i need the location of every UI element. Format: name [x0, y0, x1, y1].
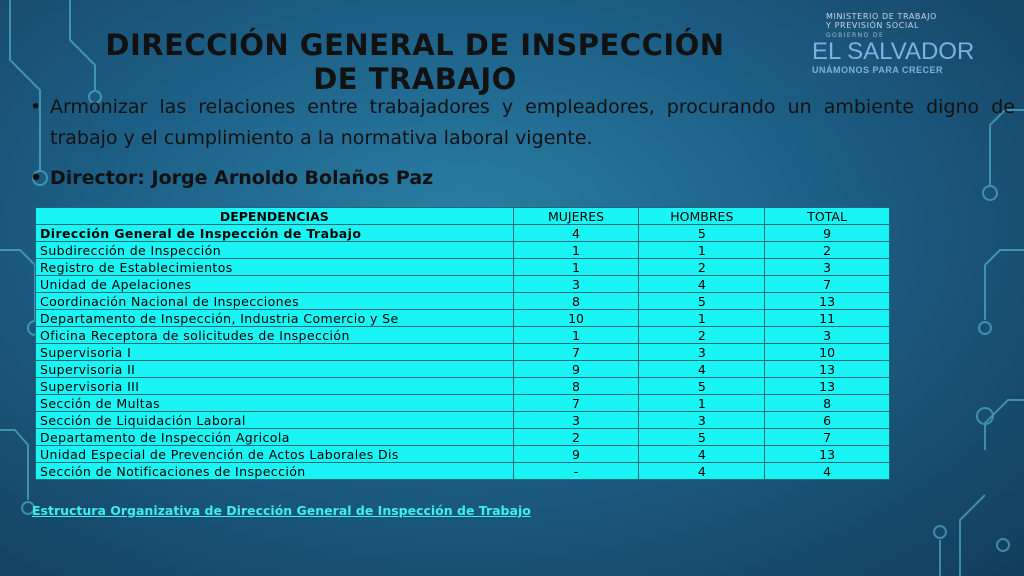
cell-mujeres: -	[513, 463, 639, 480]
cell-dependencia: Unidad Especial de Prevención de Actos Laborales Dis	[36, 446, 514, 463]
dependencies-table	[35, 207, 890, 480]
cell-total: 8	[765, 395, 890, 412]
table-row	[36, 259, 890, 276]
mission-text: Armonizar las relaciones entre trabajadores y empleadores, procurando un ambiente digno de trabajo y el cumplimiento a la normativa laboral vigente.	[50, 96, 1015, 149]
bullet-dot: •	[30, 167, 43, 189]
cell-total: 13	[765, 293, 890, 310]
cell-hombres: 5	[639, 429, 765, 446]
cell-hombres: 1	[639, 310, 765, 327]
cell-mujeres: 7	[513, 344, 639, 361]
table-row	[36, 412, 890, 429]
table-row	[36, 344, 890, 361]
cell-mujeres: 1	[513, 259, 639, 276]
cell-dependencia: Supervisoria III	[36, 378, 514, 395]
logo-ministry-line2: Y PREVISIÓN SOCIAL	[826, 21, 920, 30]
cell-mujeres: 1	[513, 242, 639, 259]
logo-gobierno: GOBIERNO DE	[826, 32, 885, 39]
cell-total: 3	[765, 327, 890, 344]
cell-dependencia: Supervisoria I	[36, 344, 514, 361]
cell-total: 13	[765, 378, 890, 395]
logo-ministry-line1: MINISTERIO DE TRABAJO	[826, 12, 937, 21]
logo-country: EL SALVADOR	[812, 38, 975, 65]
cell-dependencia: Subdirección de Inspección	[36, 242, 514, 259]
cell-hombres: 3	[639, 344, 765, 361]
cell-mujeres: 8	[513, 378, 639, 395]
table-row	[36, 446, 890, 463]
table-row	[36, 463, 890, 480]
cell-mujeres: 9	[513, 446, 639, 463]
cell-total: 6	[765, 412, 890, 429]
cell-mujeres: 1	[513, 327, 639, 344]
table-row	[36, 242, 890, 259]
cell-total: 10	[765, 344, 890, 361]
table-row	[36, 395, 890, 412]
cell-total: 7	[765, 429, 890, 446]
cell-dependencia: Departamento de Inspección, Industria Comercio y Se	[36, 310, 514, 327]
logo-slogan: UNÁMONOS PARA CRECER	[812, 65, 944, 75]
cell-dependencia: Unidad de Apelaciones	[36, 276, 514, 293]
cell-hombres: 2	[639, 259, 765, 276]
cell-dependencia: Registro de Establecimientos	[36, 259, 514, 276]
cell-total: 3	[765, 259, 890, 276]
cell-mujeres: 2	[513, 429, 639, 446]
page-title: DIRECCIÓN GENERAL DE INSPECCIÓN DE TRABAJO	[105, 28, 725, 96]
cell-mujeres: 4	[513, 225, 639, 242]
cell-hombres: 2	[639, 327, 765, 344]
cell-mujeres: 9	[513, 361, 639, 378]
cell-dependencia: Departamento de Inspección Agricola	[36, 429, 514, 446]
cell-mujeres: 3	[513, 412, 639, 429]
cell-hombres: 5	[639, 225, 765, 242]
cell-mujeres: 8	[513, 293, 639, 310]
cell-total: 4	[765, 463, 890, 480]
cell-dependencia: Supervisoria II	[36, 361, 514, 378]
table-row	[36, 361, 890, 378]
ministry-logo	[808, 8, 998, 80]
header-total: TOTAL	[765, 208, 890, 225]
header-dependencias: DEPENDENCIAS	[36, 208, 514, 225]
cell-hombres: 4	[639, 446, 765, 463]
cell-hombres: 1	[639, 395, 765, 412]
cell-hombres: 4	[639, 463, 765, 480]
table-row	[36, 225, 890, 242]
cell-total: 13	[765, 446, 890, 463]
director-bullet	[30, 163, 433, 194]
cell-total: 9	[765, 225, 890, 242]
cell-mujeres: 7	[513, 395, 639, 412]
table-row	[36, 276, 890, 293]
cell-total: 13	[765, 361, 890, 378]
table-row	[36, 327, 890, 344]
org-structure-link[interactable]: Estructura Organizativa de Dirección General de Inspección de Trabajo	[32, 503, 531, 518]
cell-dependencia: Coordinación Nacional de Inspecciones	[36, 293, 514, 310]
cell-hombres: 5	[639, 293, 765, 310]
table-row	[36, 429, 890, 446]
cell-hombres: 4	[639, 276, 765, 293]
cell-hombres: 4	[639, 361, 765, 378]
cell-total: 11	[765, 310, 890, 327]
bullet-dot: •	[30, 96, 42, 118]
cell-total: 2	[765, 242, 890, 259]
cell-hombres: 1	[639, 242, 765, 259]
cell-dependencia: Sección de Notificaciones de Inspección	[36, 463, 514, 480]
cell-dependencia: Sección de Multas	[36, 395, 514, 412]
table-row	[36, 310, 890, 327]
mission-bullet	[30, 92, 1015, 154]
cell-dependencia: Sección de Liquidación Laboral	[36, 412, 514, 429]
table-row	[36, 293, 890, 310]
cell-dependencia: Oficina Receptora de solicitudes de Inspección	[36, 327, 514, 344]
table-header-row	[36, 208, 890, 225]
cell-dependencia: Dirección General de Inspección de Trabajo	[36, 225, 514, 242]
header-mujeres: MUJERES	[513, 208, 639, 225]
table-row	[36, 378, 890, 395]
director-text: Director: Jorge Arnoldo Bolaños Paz	[50, 167, 434, 189]
header-hombres: HOMBRES	[639, 208, 765, 225]
cell-mujeres: 3	[513, 276, 639, 293]
cell-hombres: 5	[639, 378, 765, 395]
cell-mujeres: 10	[513, 310, 639, 327]
cell-hombres: 3	[639, 412, 765, 429]
cell-total: 7	[765, 276, 890, 293]
